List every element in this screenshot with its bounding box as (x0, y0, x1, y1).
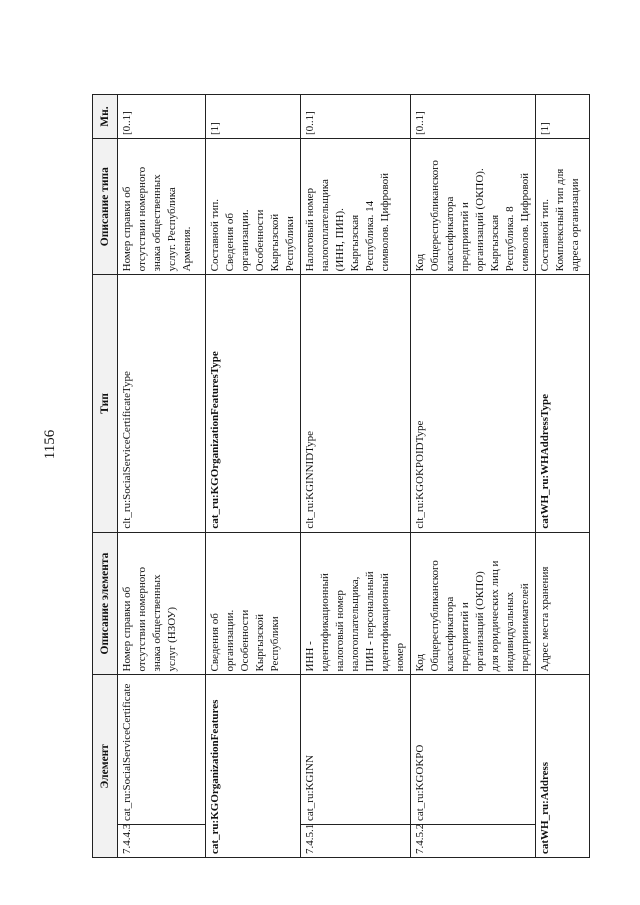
type-name: clt_ru:SocialServiceCertificateType (118, 275, 206, 532)
header-type-description: Описание типа (93, 139, 118, 275)
type-description: Налоговый номер налогоплательщика (ИНН, ПИН). Кыргызская Республика. 14 символов. Цифровой (301, 139, 411, 275)
type-name: cat_ru:KGOrganizationFeaturesType (206, 275, 301, 532)
type-name: clt_ru:KGOKPOIDType (411, 275, 536, 532)
type-description: Составной тип. Сведения об организации. Особенности Кыргызской Республики (206, 139, 301, 275)
multiplicity: [1] (536, 95, 590, 139)
element-name: cat_ru:KGOKPO (411, 675, 536, 825)
rotated-table-container (92, 94, 582, 858)
type-description: Код Общереспубликанского классификатора предприятий и организаций (ОКПО). Кыргызская Республика. 8 символов. Цифровой (411, 139, 536, 275)
element-description: Адрес места хранения (536, 532, 590, 675)
multiplicity: [0..1] (411, 95, 536, 139)
multiplicity: [1] (206, 95, 301, 139)
page-number: 1156 (42, 429, 59, 460)
element-description: Сведения об организации. Особенности Кыргызской Республики (206, 532, 301, 675)
row-number: 7.4.5.1 (301, 825, 411, 858)
header-multiplicity: Мн. (93, 95, 118, 139)
header-type: Тип (93, 275, 118, 532)
element-description: ИНН - идентификационный налоговый номер налогоплательщика, ПИН - персональный идентификационный номер (301, 532, 411, 675)
type-description: Составной тип. Комплексный тип для адреса организации (536, 139, 590, 275)
element-name: catWH_ru:Address (536, 675, 590, 858)
row-number: 7.4.5.2 (411, 825, 536, 858)
table-row (536, 95, 590, 858)
element-name: cat_ru:KGINN (301, 675, 411, 825)
header-element-description: Описание элемента (93, 532, 118, 675)
multiplicity: [0..1] (118, 95, 206, 139)
table-row (206, 95, 301, 858)
element-description: Код Общереспубликанского классификатора предприятий и организаций (ОКПО) для юридических лиц и индивидуальных предпринимателей (411, 532, 536, 675)
row-number: 7.4.4.3 (118, 825, 206, 858)
table-row (118, 95, 206, 858)
table-row (411, 95, 536, 858)
type-description: Номер справки об отсутствии номерного знака общественных услуг. Республика Армения. (118, 139, 206, 275)
table-row (301, 95, 411, 858)
type-name: catWH_ru:WHAddressType (536, 275, 590, 532)
element-description: Номер справки об отсутствии номерного знака общественных услуг (НЗОУ) (118, 532, 206, 675)
element-name: cat_ru:KGOrganizationFeatures (206, 675, 301, 858)
element-name: cat_ru:SocialServiceCertificate (118, 675, 206, 825)
schema-table (92, 94, 590, 858)
type-name: clt_ru:KGINNIDType (301, 275, 411, 532)
table-header-row (93, 95, 118, 858)
multiplicity: [0..1] (301, 95, 411, 139)
header-element: Элемент (93, 675, 118, 858)
